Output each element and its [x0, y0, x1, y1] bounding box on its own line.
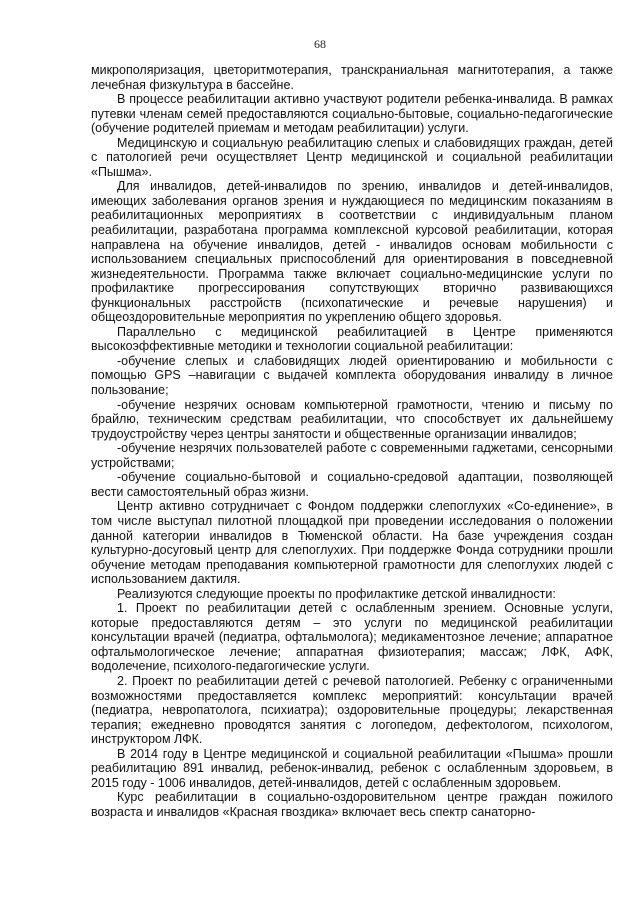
- paragraph-deafblind-fund: Центр активно сотрудничает с Фондом поддержки слепоглухих «Со-единение», в том числе выступал пилотной площадкой при проведении исследования о положении данной категории инвалидов в Тюменской области. На базе учреждения создан культурно-досуговый центр для слепоглухих. При поддержке Фонда сотрудники прошли обучение методам преподавания компьютерной грамотности для слепоглухих людей с использованием дактиля.: [91, 499, 613, 587]
- list-item-social-adaptation: -обучение социально-бытовой и социально-средовой адаптации, позволяющей вести самостоятельный образ жизни.: [91, 470, 613, 499]
- paragraph-project-speech: 2. Проект по реабилитации детей с речевой патологией. Ребенку с ограниченными возможностями предоставляется комплекс мероприятий: консультации врачей (педиатра, невропатолога, психиатра); оздоровительные процедуры; лекарственная терапия; ежедневно проводятся занятия с логопедом, дефектологом, психологом, инструктором ЛФК.: [91, 673, 613, 747]
- paragraph-krasnaya-gvozdika: Курс реабилитации в социально-оздоровительном центре граждан пожилого возраста и инвалидов «Красная гвоздика» включает весь спектр санаторно-: [91, 790, 613, 819]
- paragraph-continuation: микрополяризация, цветоритмотерапия, транскраниальная магнитотерапия, а также лечебная физкультура в бассейне.: [91, 63, 613, 92]
- paragraph-parents-participation: В процессе реабилитации активно участвуют родители ребенка-инвалида. В рамках путевки членам семей предоставляются социально-бытовые, социально-педагогические (обучение родителей приемам и методам реабилитации) услуги.: [91, 92, 613, 136]
- list-item-gadgets: -обучение незрячих пользователей работе с современными гаджетами, сенсорными устройствами;: [91, 441, 613, 470]
- list-item-gps-navigation: -обучение слепых и слабовидящих людей ориентированию и мобильности с помощью GPS –навигации с выдачей комплекта оборудования инвалиду в личное пользование;: [91, 353, 613, 398]
- paragraph-project-vision: 1. Проект по реабилитации детей с ослабленным зрением. Основные услуги, которые предоставляются детям – это услуги по медицинской реабилитации консультации врачей (педиатра, офтальмолога); медикаментозное лечение; аппаратное офтальмологическое лечение; аппаратная физиотерапия; массаж; ЛФК, АФК, водолечение, психолого-педагогические услуги.: [91, 601, 613, 674]
- body-text: [91, 63, 613, 819]
- paragraph-rehabilitation-program: Для инвалидов, детей-инвалидов по зрению, инвалидов и детей-инвалидов, имеющих заболевания органов зрения и нуждающиеся по медицинским показаниям в реабилитационных мероприятиях в соответствии с индивидуальным планом реабилитации, разработана программа комплексной курсовой реабилитации, которая направлена на обучение инвалидов, детей - инвалидов основам мобильности с использованием специальных приспособлений для ориентирования в повседневной жизнедеятельности. Программа также включает социально-медицинские услуги по профилактике прогрессирования сопутствующих вторично развивающихся функциональных расстройств (психопатические и речевые нарушения) и общеоздоровительные мероприятия по укреплению общего здоровья.: [91, 179, 613, 325]
- page-number: 68: [314, 37, 326, 51]
- paragraph-statistics: В 2014 году в Центре медицинской и социальной реабилитации «Пышма» прошли реабилитацию 891 инвалид, ребенок-инвалид, ребенок с ослабленным здоровьем, в 2015 году - 1006 инвалидов, детей-инвалидов, детей с ослабленным здоровьем.: [91, 746, 613, 790]
- paragraph-projects-intro: Реализуются следующие проекты по профилактике детской инвалидности:: [117, 586, 556, 601]
- paragraph-center-pyshma: Медицинскую и социальную реабилитацию слепых и слабовидящих граждан, детей с патологией речи осуществляет Центр медицинской и социальной реабилитации «Пышма».: [91, 135, 613, 179]
- paragraph-social-methods: Параллельно с медицинской реабилитацией в Центре применяются высокоэффективные методики и технологии социальной реабилитации:: [91, 324, 613, 354]
- list-item-computer-literacy: -обучение незрячих основам компьютерной грамотности, чтению и письму по брайлю, техническим средствам реабилитации, что способствует их дальнейшему трудоустройству через центры занятости и общественные организации инвалидов;: [91, 397, 613, 441]
